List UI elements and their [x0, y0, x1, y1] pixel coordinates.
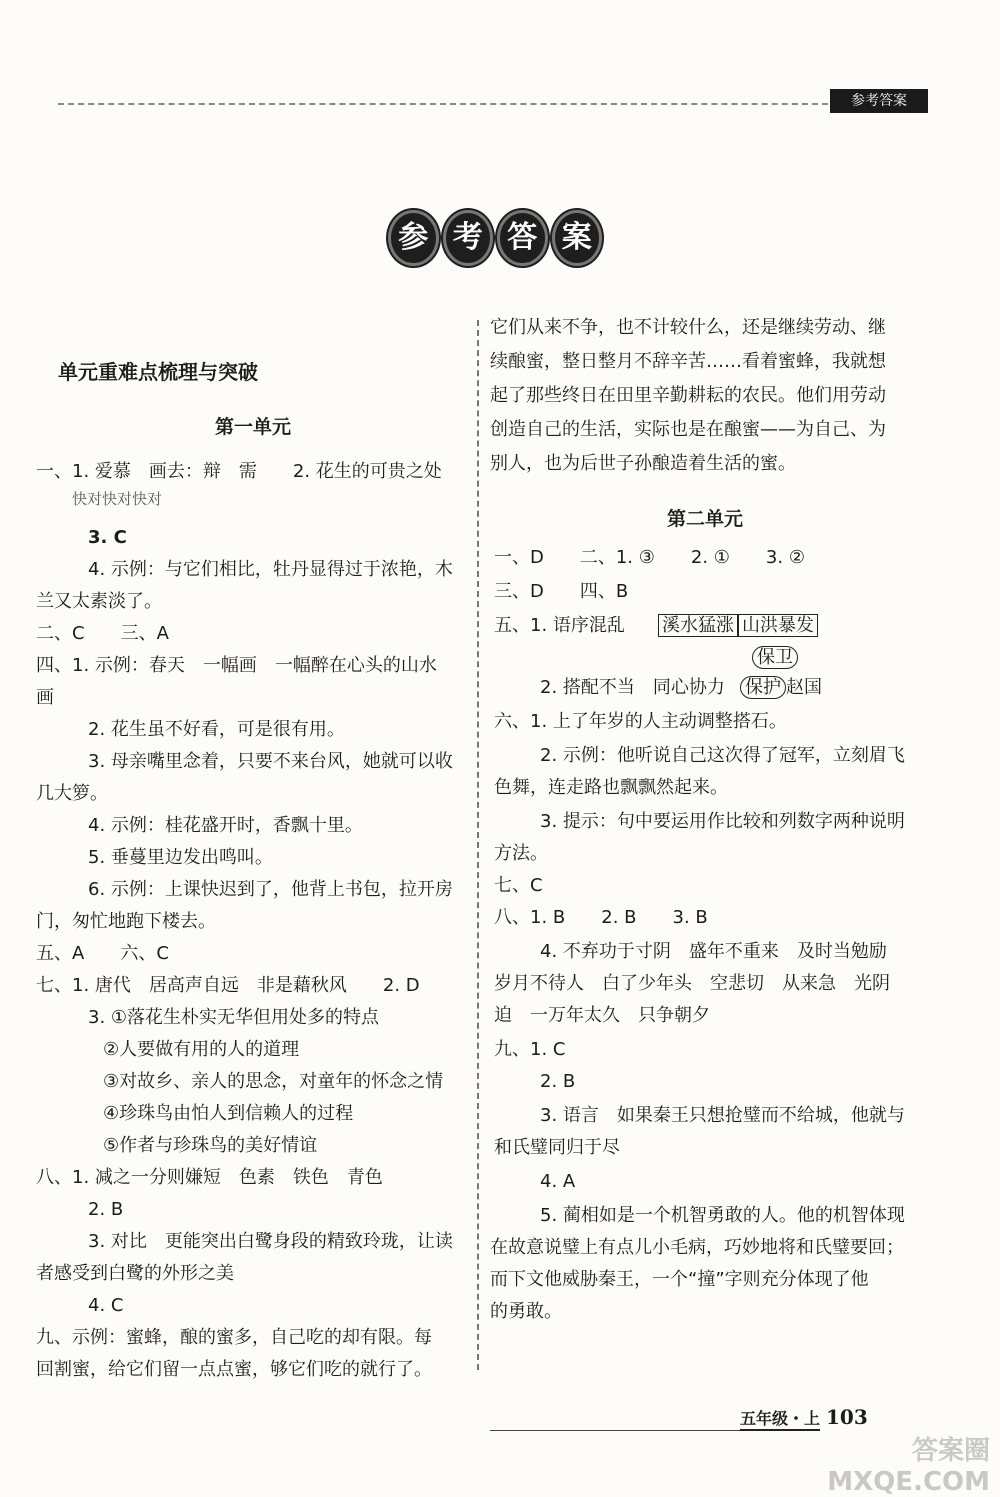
answer-line: 门，匆忙地跑下楼去。	[36, 911, 216, 932]
answer-line: 一、1. 爱慕 画去：辩 需 2. 花生的可贵之处	[36, 461, 442, 482]
answer-line: 而下文他威胁秦王，一个“撞”字则充分体现了他	[490, 1269, 869, 1290]
box-tail: 赵国	[786, 677, 822, 698]
header-rule	[58, 103, 828, 105]
correction-boxes	[658, 614, 818, 638]
answer-line: 七、1. 唐代 居高声自远 非是藉秋风 2. D	[36, 975, 420, 996]
answer-line: 4. 示例：与它们相比，牡丹显得过于浓艳，木	[88, 559, 453, 580]
answer-line: 五、A 六、C	[36, 943, 169, 964]
answer-line: 它们从来不争，也不计较什么，还是继续劳动、继	[490, 317, 886, 338]
answer-line: 2. 花生虽不好看，可是很有用。	[88, 719, 345, 740]
answer-line: 4. C	[88, 1295, 124, 1316]
unit-title-2: 第二单元	[667, 508, 744, 530]
answer-line: 八、1. B 2. B 3. B	[494, 907, 708, 928]
correction-oval	[752, 646, 798, 670]
title-char: 考	[443, 210, 494, 266]
answer-line: 回割蜜，给它们留一点点蜜，够它们吃的就行了。	[36, 1359, 432, 1380]
page-number: 103	[826, 1405, 868, 1429]
answer-line: 者感受到白鹭的外形之美	[36, 1263, 234, 1284]
unit-title-1: 第一单元	[215, 416, 292, 438]
answer-line: 3. ①落花生朴实无华但用处多的特点	[88, 1007, 380, 1028]
oval-text: 保卫	[752, 646, 798, 669]
answer-line: ②人要做有用的人的道理	[103, 1039, 300, 1060]
answer-line: 5. 蔺相如是一个机智勇敢的人。他的机智体现	[540, 1205, 905, 1226]
title-char: 案	[552, 210, 603, 266]
correction-oval	[740, 676, 822, 700]
answer-line: 创造自己的生活，实际也是在酿蜜——为自己、为	[490, 419, 886, 440]
answer-line: 4. 不弃功于寸阴 盛年不重来 及时当勉励	[540, 941, 887, 962]
answer-line: 画	[36, 687, 54, 708]
answer-line: 八、1. 减之一分则嫌短 色素 铁色 青色	[36, 1167, 383, 1188]
answer-line: 在故意说璧上有点儿小毛病，巧妙地将和氏璧要回；	[490, 1237, 904, 1258]
answer-line: 2. 示例：他听说自己这次得了冠军，立刻眉飞	[540, 745, 905, 766]
answer-line: 迫 一万年太久 只争朝夕	[494, 1005, 710, 1026]
answer-line: 6. 示例：上课快迟到了，他背上书包，拉开房	[88, 879, 453, 900]
answer-line: 3. 母亲嘴里念着，只要不来台风，她就可以收	[88, 751, 453, 772]
footer	[740, 1405, 910, 1431]
footer-grade: 五年级・上	[740, 1406, 820, 1431]
answer-line: 续酿蜜，整日整月不辞辛苦……看着蜜蜂，我就想	[490, 351, 886, 372]
answer-line: 4. 示例：桂花盛开时，香飘十里。	[88, 815, 363, 836]
answer-line: 2. B	[540, 1071, 576, 1092]
answer-line: 3. 语言 如果秦王只想抢璧而不给城，他就与	[540, 1105, 905, 1126]
answer-line: ⑤作者与珍珠鸟的美好情谊	[103, 1135, 318, 1156]
answer-line: 方法。	[494, 843, 548, 864]
answer-line: 色舞，连走路也飘飘然起来。	[494, 777, 728, 798]
box-text: 溪水猛涨	[658, 614, 738, 637]
title-char: 参	[388, 210, 439, 266]
answer-line: 几大箩。	[36, 783, 108, 804]
answer-line: 六、1. 上了年岁的人主动调整搭石。	[494, 711, 787, 732]
answer-line: 二、C 三、A	[36, 623, 169, 644]
annotation: 快对快对快对	[72, 490, 163, 508]
box-text: 山洪暴发	[738, 614, 818, 637]
answer-line: 2. B	[88, 1199, 124, 1220]
answer-line: 五、1. 语序混乱	[494, 615, 625, 636]
title-char: 答	[497, 210, 548, 266]
answer-line: ③对故乡、亲人的思念，对童年的怀念之情	[103, 1071, 444, 1092]
answer-line: 七、C	[494, 875, 543, 896]
answer-line: 5. 垂蔓里边发出鸣叫。	[88, 847, 273, 868]
answer-line: 3. C	[88, 527, 127, 548]
answer-line: 三、D 四、B	[494, 581, 629, 602]
answer-line: 兰又太素淡了。	[36, 591, 162, 612]
page-title	[388, 210, 602, 270]
answer-line: 起了那些终日在田里辛勤耕耘的农民。他们用劳动	[490, 385, 886, 406]
answer-line: 2. 搭配不当 同心协力	[540, 677, 725, 698]
answer-line: 4. A	[540, 1171, 576, 1192]
answer-line: 和氏璧同归于尽	[494, 1137, 620, 1158]
oval-text: 保护	[740, 676, 786, 699]
answer-line: 一、D 二、1. ③ 2. ① 3. ②	[494, 547, 805, 568]
footer-rule	[490, 1430, 740, 1431]
header-tab: 参考答案	[830, 89, 928, 113]
answer-line: 九、示例：蜜蜂，酿的蜜多，自己吃的却有限。每	[36, 1327, 432, 1348]
section-title: 单元重难点梳理与突破	[58, 360, 258, 384]
answer-line: 别人，也为后世子孙酿造着生活的蜜。	[490, 453, 796, 474]
answer-line: 九、1. C	[494, 1039, 566, 1060]
answer-line: 岁月不待人 白了少年头 空悲切 从来急 光阴	[494, 973, 890, 994]
answer-line: 四、1. 示例：春天 一幅画 一幅醉在心头的山水	[36, 655, 437, 676]
answer-line: 3. 对比 更能突出白鹭身段的精致玲珑，让读	[88, 1231, 453, 1252]
answer-line: 3. 提示：句中要运用作比较和列数字两种说明	[540, 811, 905, 832]
answer-line: ④珍珠鸟由怕人到信赖人的过程	[103, 1103, 354, 1124]
watermark: 答案圈 MXQE.COM	[827, 1436, 990, 1497]
column-divider	[477, 320, 479, 1370]
answer-line: 的勇敢。	[490, 1301, 562, 1322]
